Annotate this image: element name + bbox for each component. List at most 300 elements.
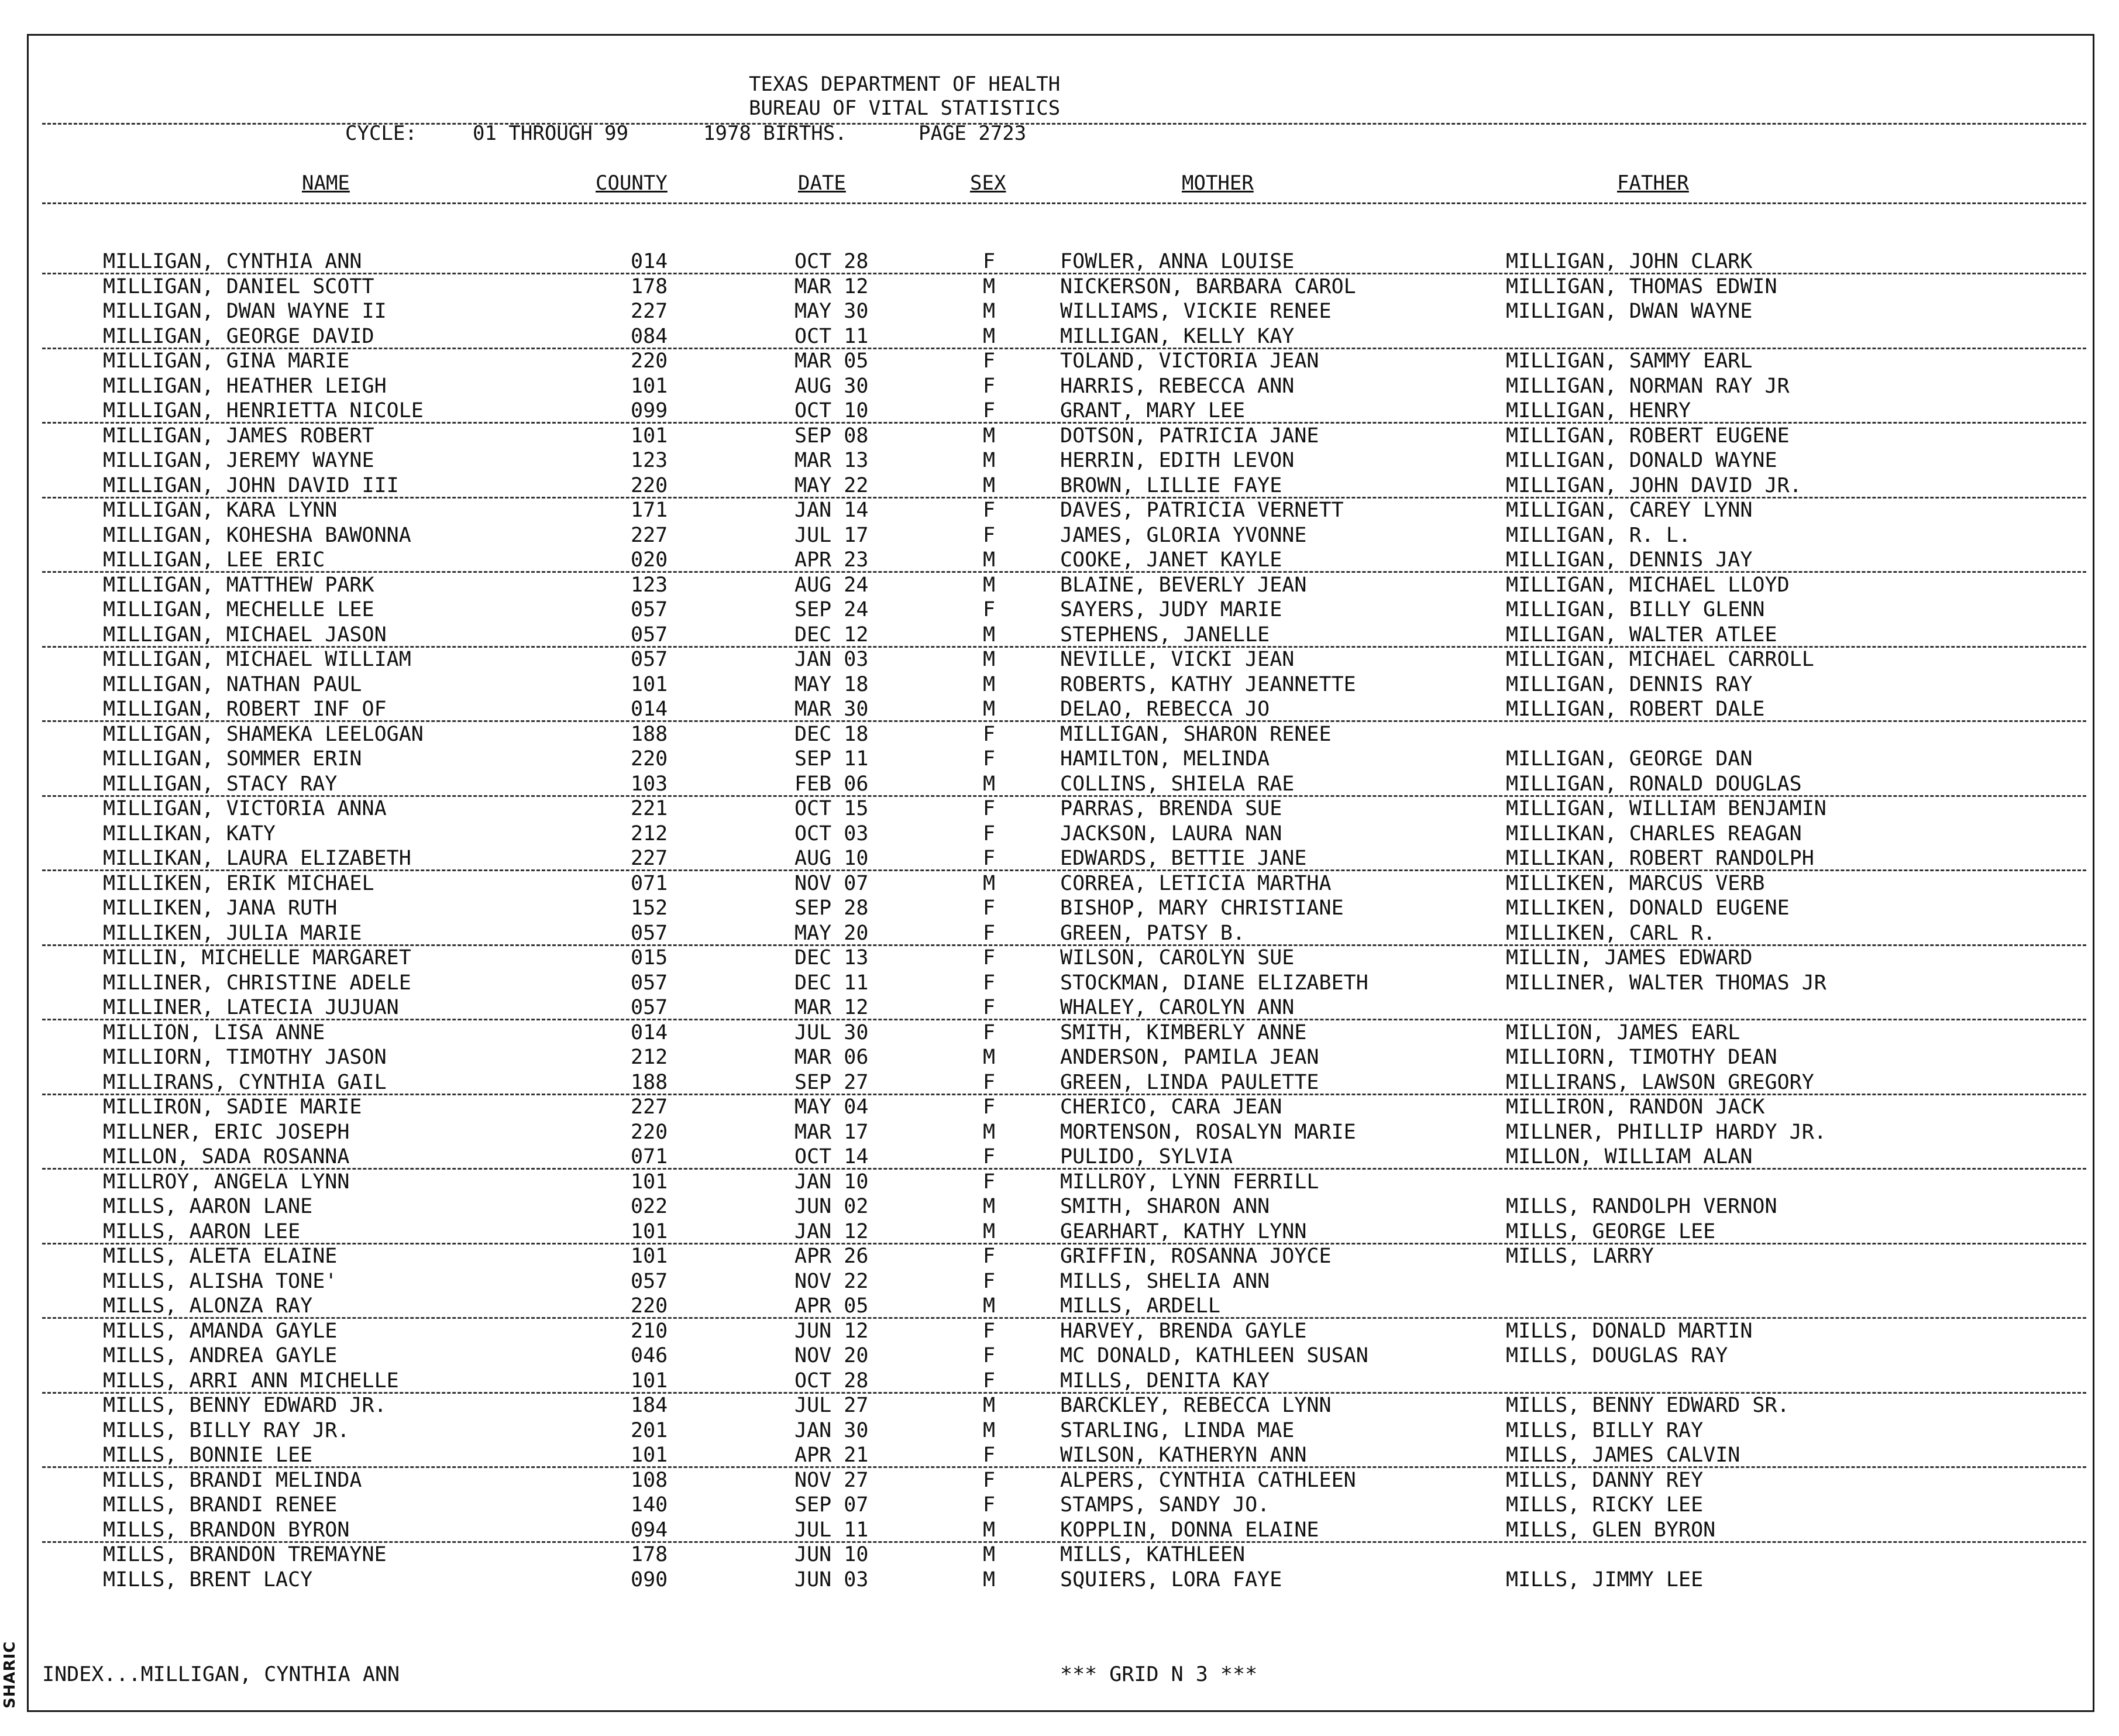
record-date: APR 26	[794, 1245, 869, 1268]
record-county: 212	[631, 821, 668, 845]
record-father: MILLIGAN, BILLY GLENN	[1506, 598, 1765, 621]
record-father: MILLIKEN, MARCUS VERB	[1506, 871, 1765, 895]
record-row	[0, 274, 2119, 300]
record-sex: F	[983, 1468, 996, 1492]
record-name: MILLIGAN, KOHESHA BAWONNA	[103, 523, 411, 547]
record-row	[0, 299, 2119, 324]
record-father: MILLIGAN, WILLIAM BENJAMIN	[1506, 797, 1826, 820]
record-mother: STAMPS, SANDY JO.	[1060, 1493, 1270, 1517]
record-father: MILLS, GEORGE LEE	[1506, 1219, 1716, 1243]
record-county: 057	[631, 996, 668, 1019]
record-sex: M	[983, 871, 996, 895]
record-county: 152	[631, 896, 668, 920]
record-date: DEC 18	[794, 722, 869, 746]
record-date: AUG 30	[794, 374, 869, 398]
record-father: MILLIGAN, MICHAEL CARROLL	[1506, 648, 1814, 671]
record-date: MAR 06	[794, 1046, 869, 1069]
record-sex: F	[983, 971, 996, 995]
record-date: NOV 20	[794, 1344, 869, 1367]
record-row	[0, 796, 2119, 821]
record-row	[0, 1144, 2119, 1170]
column-header-mother: MOTHER	[1182, 171, 1254, 195]
record-county: 101	[631, 672, 668, 696]
record-date: MAY 30	[794, 300, 869, 323]
record-row	[0, 324, 2119, 349]
record-name: MILLS, BRANDON TREMAYNE	[103, 1543, 387, 1566]
record-mother: PARRAS, BRENDA SUE	[1060, 797, 1282, 820]
record-mother: BLAINE, BEVERLY JEAN	[1060, 573, 1307, 597]
record-date: MAR 05	[794, 349, 869, 373]
record-row	[0, 821, 2119, 847]
record-sex: F	[983, 598, 996, 621]
record-county: 188	[631, 1070, 668, 1094]
record-sex: M	[983, 324, 996, 348]
record-mother: BROWN, LILLIE FAYE	[1060, 473, 1282, 497]
record-father: MILLIRANS, LAWSON GREGORY	[1506, 1070, 1814, 1094]
record-date: DEC 12	[794, 623, 869, 647]
record-date: JUN 03	[794, 1567, 869, 1591]
record-row	[0, 1269, 2119, 1294]
record-name: MILLIKAN, KATY	[103, 821, 276, 845]
record-father: MILLON, WILLIAM ALAN	[1506, 1145, 1753, 1168]
record-row	[0, 722, 2119, 747]
record-row	[0, 597, 2119, 623]
record-sex: F	[983, 1369, 996, 1393]
record-sex: F	[983, 722, 996, 746]
record-date: MAY 04	[794, 1095, 869, 1119]
record-father: MILLIGAN, THOMAS EDWIN	[1506, 274, 1777, 298]
record-date: APR 23	[794, 548, 869, 572]
cycle-label: CYCLE:	[345, 122, 417, 145]
record-sex: F	[983, 399, 996, 422]
record-name: MILLIGAN, MATTHEW PARK	[103, 573, 374, 597]
record-sex: F	[983, 1170, 996, 1194]
record-name: MILLIGAN, MICHAEL JASON	[103, 623, 387, 647]
record-sex: F	[983, 1493, 996, 1517]
record-name: MILLIGAN, CYNTHIA ANN	[103, 250, 362, 273]
record-mother: DAVES, PATRICIA VERNETT	[1060, 499, 1344, 522]
record-county: 108	[631, 1468, 668, 1492]
cycle-range: 01 THROUGH 99	[473, 122, 629, 145]
record-name: MILLS, AMANDA GAYLE	[103, 1319, 338, 1343]
record-mother: CHERICO, CARA JEAN	[1060, 1095, 1282, 1119]
record-row	[0, 747, 2119, 772]
record-sex: M	[983, 1219, 996, 1243]
record-row	[0, 424, 2119, 449]
record-date: SEP 11	[794, 747, 869, 771]
record-row	[0, 896, 2119, 921]
record-sex: M	[983, 1518, 996, 1542]
record-county: 123	[631, 449, 668, 472]
record-date: FEB 06	[794, 772, 869, 796]
record-father: MILLINER, WALTER THOMAS JR	[1506, 971, 1826, 995]
record-name: MILLS, BRANDI MELINDA	[103, 1468, 362, 1492]
record-name: MILLIKEN, JANA RUTH	[103, 896, 338, 920]
record-date: OCT 28	[794, 250, 869, 273]
record-name: MILLIGAN, DWAN WAYNE II	[103, 300, 387, 323]
record-row	[0, 995, 2119, 1020]
record-father: MILLS, RANDOLPH VERNON	[1506, 1195, 1777, 1218]
record-row	[0, 1443, 2119, 1468]
record-mother: MILLROY, LYNN FERRILL	[1060, 1170, 1319, 1194]
record-mother: NICKERSON, BARBARA CAROL	[1060, 274, 1356, 298]
record-mother: MORTENSON, ROSALYN MARIE	[1060, 1120, 1356, 1144]
record-father: MILLION, JAMES EARL	[1506, 1020, 1740, 1044]
record-mother: HERRIN, EDITH LEVON	[1060, 449, 1295, 472]
record-sex: F	[983, 946, 996, 970]
record-date: SEP 27	[794, 1070, 869, 1094]
record-date: SEP 28	[794, 896, 869, 920]
record-sex: F	[983, 499, 996, 522]
record-mother: TOLAND, VICTORIA JEAN	[1060, 349, 1319, 373]
record-mother: KOPPLIN, DONNA ELAINE	[1060, 1518, 1319, 1542]
record-sex: M	[983, 1120, 996, 1144]
record-sex: M	[983, 1046, 996, 1069]
record-name: MILLON, SADA ROSANNA	[103, 1145, 350, 1168]
column-header-rule	[42, 202, 2086, 204]
index-footer: INDEX...MILLIGAN, CYNTHIA ANN	[42, 1663, 400, 1686]
record-row	[0, 1219, 2119, 1245]
record-row	[0, 871, 2119, 896]
record-father: MILLIGAN, DONALD WAYNE	[1506, 449, 1777, 472]
record-name: MILLS, BRENT LACY	[103, 1567, 313, 1591]
record-date: JUL 17	[794, 523, 869, 547]
record-sex: F	[983, 1145, 996, 1168]
record-county: 227	[631, 1095, 668, 1119]
record-county: 221	[631, 797, 668, 820]
record-name: MILLIKAN, LAURA ELIZABETH	[103, 847, 411, 870]
record-date: MAY 20	[794, 921, 869, 945]
record-mother: GRANT, MARY LEE	[1060, 399, 1246, 422]
record-mother: BISHOP, MARY CHRISTIANE	[1060, 896, 1344, 920]
page-number: PAGE 2723	[919, 122, 1027, 145]
record-name: MILLIKEN, ERIK MICHAEL	[103, 871, 374, 895]
record-father: MILLIGAN, MICHAEL LLOYD	[1506, 573, 1790, 597]
side-label: SHARIC	[1, 1641, 19, 1709]
record-name: MILLIGAN, JOHN DAVID III	[103, 473, 399, 497]
record-mother: CORREA, LETICIA MARTHA	[1060, 871, 1332, 895]
record-mother: HAMILTON, MELINDA	[1060, 747, 1270, 771]
record-name: MILLIGAN, MECHELLE LEE	[103, 598, 374, 621]
record-county: 220	[631, 747, 668, 771]
record-row	[0, 1120, 2119, 1145]
record-date: NOV 27	[794, 1468, 869, 1492]
record-county: 071	[631, 1145, 668, 1168]
record-date: JAN 12	[794, 1219, 869, 1243]
record-row	[0, 1343, 2119, 1369]
record-row	[0, 249, 2119, 274]
record-name: MILLS, AARON LANE	[103, 1195, 313, 1218]
record-date: JUN 12	[794, 1319, 869, 1343]
record-date: DEC 13	[794, 946, 869, 970]
record-name: MILLROY, ANGELA LYNN	[103, 1170, 350, 1194]
record-county: 057	[631, 971, 668, 995]
record-row	[0, 1542, 2119, 1567]
record-name: MILLS, BONNIE LEE	[103, 1443, 313, 1467]
record-county: 101	[631, 1369, 668, 1393]
record-date: OCT 10	[794, 399, 869, 422]
record-father: MILLIGAN, ROBERT DALE	[1506, 697, 1765, 721]
record-father: MILLIRON, RANDON JACK	[1506, 1095, 1765, 1119]
record-mother: WILSON, CAROLYN SUE	[1060, 946, 1295, 970]
record-mother: HARVEY, BRENDA GAYLE	[1060, 1319, 1307, 1343]
record-row	[0, 946, 2119, 971]
record-row	[0, 1194, 2119, 1219]
record-father: MILLIGAN, HENRY	[1506, 399, 1691, 422]
record-county: 101	[631, 424, 668, 448]
record-sex: M	[983, 697, 996, 721]
record-row	[0, 1369, 2119, 1394]
record-name: MILLS, AARON LEE	[103, 1219, 301, 1243]
record-sex: F	[983, 821, 996, 845]
agency-title: TEXAS DEPARTMENT OF HEALTH	[749, 73, 1061, 96]
record-mother: STEPHENS, JANELLE	[1060, 623, 1270, 647]
record-county: 201	[631, 1418, 668, 1442]
record-name: MILLIGAN, MICHAEL WILLIAM	[103, 648, 411, 671]
record-mother: MILLS, KATHLEEN	[1060, 1543, 1246, 1566]
record-name: MILLIGAN, JEREMY WAYNE	[103, 449, 374, 472]
record-name: MILLIGAN, HENRIETTA NICOLE	[103, 399, 424, 422]
record-county: 101	[631, 1245, 668, 1268]
record-father: MILLS, DONALD MARTIN	[1506, 1319, 1753, 1343]
record-mother: MILLS, DENITA KAY	[1060, 1369, 1270, 1393]
record-father: MILLIGAN, SAMMY EARL	[1506, 349, 1753, 373]
record-row	[0, 1393, 2119, 1418]
record-name: MILLINER, LATECIA JUJUAN	[103, 996, 399, 1019]
record-county: 057	[631, 648, 668, 671]
column-header-father: FATHER	[1617, 171, 1689, 195]
record-name: MILLIGAN, VICTORIA ANNA	[103, 797, 387, 820]
record-sex: F	[983, 921, 996, 945]
record-sex: M	[983, 548, 996, 572]
record-county: 220	[631, 349, 668, 373]
record-sex: F	[983, 1319, 996, 1343]
record-mother: COLLINS, SHIELA RAE	[1060, 772, 1295, 796]
record-date: APR 21	[794, 1443, 869, 1467]
record-row	[0, 1294, 2119, 1319]
record-mother: GRIFFIN, ROSANNA JOYCE	[1060, 1245, 1332, 1268]
record-mother: MILLS, ARDELL	[1060, 1294, 1220, 1318]
record-sex: F	[983, 1245, 996, 1268]
record-sex: F	[983, 996, 996, 1019]
column-header-name: NAME	[302, 171, 350, 195]
record-name: MILLIGAN, HEATHER LEIGH	[103, 374, 387, 398]
record-mother: HARRIS, REBECCA ANN	[1060, 374, 1295, 398]
record-name: MILLION, LISA ANNE	[103, 1020, 325, 1044]
record-date: JUN 10	[794, 1543, 869, 1566]
record-row	[0, 647, 2119, 672]
column-header-date: DATE	[798, 171, 846, 195]
record-date: MAY 18	[794, 672, 869, 696]
record-county: 123	[631, 573, 668, 597]
record-date: MAR 13	[794, 449, 869, 472]
record-mother: MC DONALD, KATHLEEN SUSAN	[1060, 1344, 1368, 1367]
record-mother: FOWLER, ANNA LOUISE	[1060, 250, 1295, 273]
record-date: JAN 14	[794, 499, 869, 522]
column-header-sex: SEX	[970, 171, 1006, 195]
record-name: MILLIGAN, JAMES ROBERT	[103, 424, 374, 448]
record-county: 094	[631, 1518, 668, 1542]
record-row	[0, 473, 2119, 499]
record-date: JUN 02	[794, 1195, 869, 1218]
record-father: MILLIGAN, JOHN CLARK	[1506, 250, 1753, 273]
record-mother: WHALEY, CAROLYN ANN	[1060, 996, 1295, 1019]
record-mother: SQUIERS, LORA FAYE	[1060, 1567, 1282, 1591]
record-row	[0, 1020, 2119, 1046]
record-sex: F	[983, 847, 996, 870]
record-father: MILLS, LARRY	[1506, 1245, 1654, 1268]
record-county: 101	[631, 1219, 668, 1243]
record-row	[0, 1418, 2119, 1443]
record-county: 227	[631, 523, 668, 547]
record-row	[0, 971, 2119, 996]
record-name: MILLINER, CHRISTINE ADELE	[103, 971, 411, 995]
birth-records-list	[0, 249, 2119, 1592]
record-county: 071	[631, 871, 668, 895]
record-name: MILLS, ARRI ANN MICHELLE	[103, 1369, 399, 1393]
record-row	[0, 672, 2119, 697]
record-date: JUL 30	[794, 1020, 869, 1044]
record-sex: M	[983, 1394, 996, 1417]
record-name: MILLIKEN, JULIA MARIE	[103, 921, 362, 945]
record-date: OCT 03	[794, 821, 869, 845]
record-name: MILLS, BILLY RAY JR.	[103, 1418, 350, 1442]
record-father: MILLS, RICKY LEE	[1506, 1493, 1704, 1517]
record-sex: F	[983, 1020, 996, 1044]
record-mother: JACKSON, LAURA NAN	[1060, 821, 1282, 845]
record-row	[0, 349, 2119, 374]
record-father: MILLIKEN, CARL R.	[1506, 921, 1716, 945]
record-county: 103	[631, 772, 668, 796]
record-sex: F	[983, 1095, 996, 1119]
record-father: MILLS, BILLY RAY	[1506, 1418, 1704, 1442]
record-name: MILLIGAN, SOMMER ERIN	[103, 747, 362, 771]
record-row	[0, 398, 2119, 424]
record-name: MILLIN, MICHELLE MARGARET	[103, 946, 411, 970]
record-date: OCT 15	[794, 797, 869, 820]
record-row	[0, 697, 2119, 722]
record-county: 099	[631, 399, 668, 422]
record-father: MILLIGAN, NORMAN RAY JR	[1506, 374, 1790, 398]
record-county: 184	[631, 1394, 668, 1417]
record-row	[0, 623, 2119, 648]
record-father: MILLIGAN, CAREY LYNN	[1506, 499, 1753, 522]
record-mother: GREEN, PATSY B.	[1060, 921, 1246, 945]
record-county: 178	[631, 274, 668, 298]
record-mother: BARCKLEY, REBECCA LYNN	[1060, 1394, 1332, 1417]
record-sex: F	[983, 1344, 996, 1367]
record-row	[0, 573, 2119, 598]
record-name: MILLIGAN, STACY RAY	[103, 772, 338, 796]
record-name: MILLS, ALISHA TONE'	[103, 1269, 338, 1293]
record-mother: MILLS, SHELIA ANN	[1060, 1269, 1270, 1293]
record-row	[0, 374, 2119, 399]
record-row	[0, 498, 2119, 523]
record-father: MILLIN, JAMES EDWARD	[1506, 946, 1753, 970]
record-county: 057	[631, 921, 668, 945]
record-mother: GEARHART, KATHY LYNN	[1060, 1219, 1307, 1243]
record-county: 022	[631, 1195, 668, 1218]
record-mother: COOKE, JANET KAYLE	[1060, 548, 1282, 572]
record-name: MILLIGAN, DANIEL SCOTT	[103, 274, 374, 298]
record-sex: M	[983, 473, 996, 497]
record-date: AUG 24	[794, 573, 869, 597]
record-county: 140	[631, 1493, 668, 1517]
record-sex: M	[983, 424, 996, 448]
record-sex: M	[983, 623, 996, 647]
record-row	[0, 448, 2119, 473]
record-county: 084	[631, 324, 668, 348]
record-father: MILLIGAN, GEORGE DAN	[1506, 747, 1753, 771]
record-father: MILLS, BENNY EDWARD SR.	[1506, 1394, 1790, 1417]
bureau-title: BUREAU OF VITAL STATISTICS	[749, 97, 1061, 120]
record-date: APR 05	[794, 1294, 869, 1318]
record-sex: F	[983, 523, 996, 547]
record-county: 171	[631, 499, 668, 522]
record-name: MILLS, BRANDON BYRON	[103, 1518, 350, 1542]
record-sex: F	[983, 896, 996, 920]
record-mother: SMITH, KIMBERLY ANNE	[1060, 1020, 1307, 1044]
record-father: MILLIGAN, DWAN WAYNE	[1506, 300, 1753, 323]
record-father: MILLS, DOUGLAS RAY	[1506, 1344, 1728, 1367]
record-sex: F	[983, 1070, 996, 1094]
record-row	[0, 1070, 2119, 1095]
record-county: 178	[631, 1543, 668, 1566]
record-name: MILLIRON, SADIE MARIE	[103, 1095, 362, 1119]
record-county: 057	[631, 1269, 668, 1293]
record-sex: F	[983, 349, 996, 373]
record-father: MILLIKAN, ROBERT RANDOLPH	[1506, 847, 1814, 870]
record-row	[0, 548, 2119, 573]
record-father: MILLS, JIMMY LEE	[1506, 1567, 1704, 1591]
record-county: 227	[631, 847, 668, 870]
record-mother: ROBERTS, KATHY JEANNETTE	[1060, 672, 1356, 696]
record-sex: F	[983, 747, 996, 771]
record-county: 188	[631, 722, 668, 746]
record-date: MAR 12	[794, 274, 869, 298]
record-sex: M	[983, 1195, 996, 1218]
record-name: MILLIGAN, LEE ERIC	[103, 548, 325, 572]
record-father: MILLIGAN, DENNIS RAY	[1506, 672, 1753, 696]
record-name: MILLS, BENNY EDWARD JR.	[103, 1394, 387, 1417]
record-county: 101	[631, 374, 668, 398]
record-row	[0, 1567, 2119, 1593]
record-sex: M	[983, 573, 996, 597]
record-name: MILLNER, ERIC JOSEPH	[103, 1120, 350, 1144]
record-sex: F	[983, 797, 996, 820]
record-county: 015	[631, 946, 668, 970]
record-row	[0, 1518, 2119, 1543]
record-county: 020	[631, 548, 668, 572]
record-date: JAN 03	[794, 648, 869, 671]
record-sex: M	[983, 1567, 996, 1591]
record-county: 212	[631, 1046, 668, 1069]
record-mother: SAYERS, JUDY MARIE	[1060, 598, 1282, 621]
record-county: 210	[631, 1319, 668, 1343]
record-row	[0, 523, 2119, 548]
record-date: MAR 30	[794, 697, 869, 721]
record-name: MILLIGAN, KARA LYNN	[103, 499, 338, 522]
record-father: MILLS, GLEN BYRON	[1506, 1518, 1716, 1542]
record-county: 014	[631, 1020, 668, 1044]
column-header-county: COUNTY	[596, 171, 668, 195]
record-sex: M	[983, 1543, 996, 1566]
record-name: MILLIGAN, NATHAN PAUL	[103, 672, 362, 696]
record-county: 101	[631, 1443, 668, 1467]
record-date: OCT 28	[794, 1369, 869, 1393]
record-name: MILLIGAN, GINA MARIE	[103, 349, 350, 373]
record-row	[0, 1468, 2119, 1493]
